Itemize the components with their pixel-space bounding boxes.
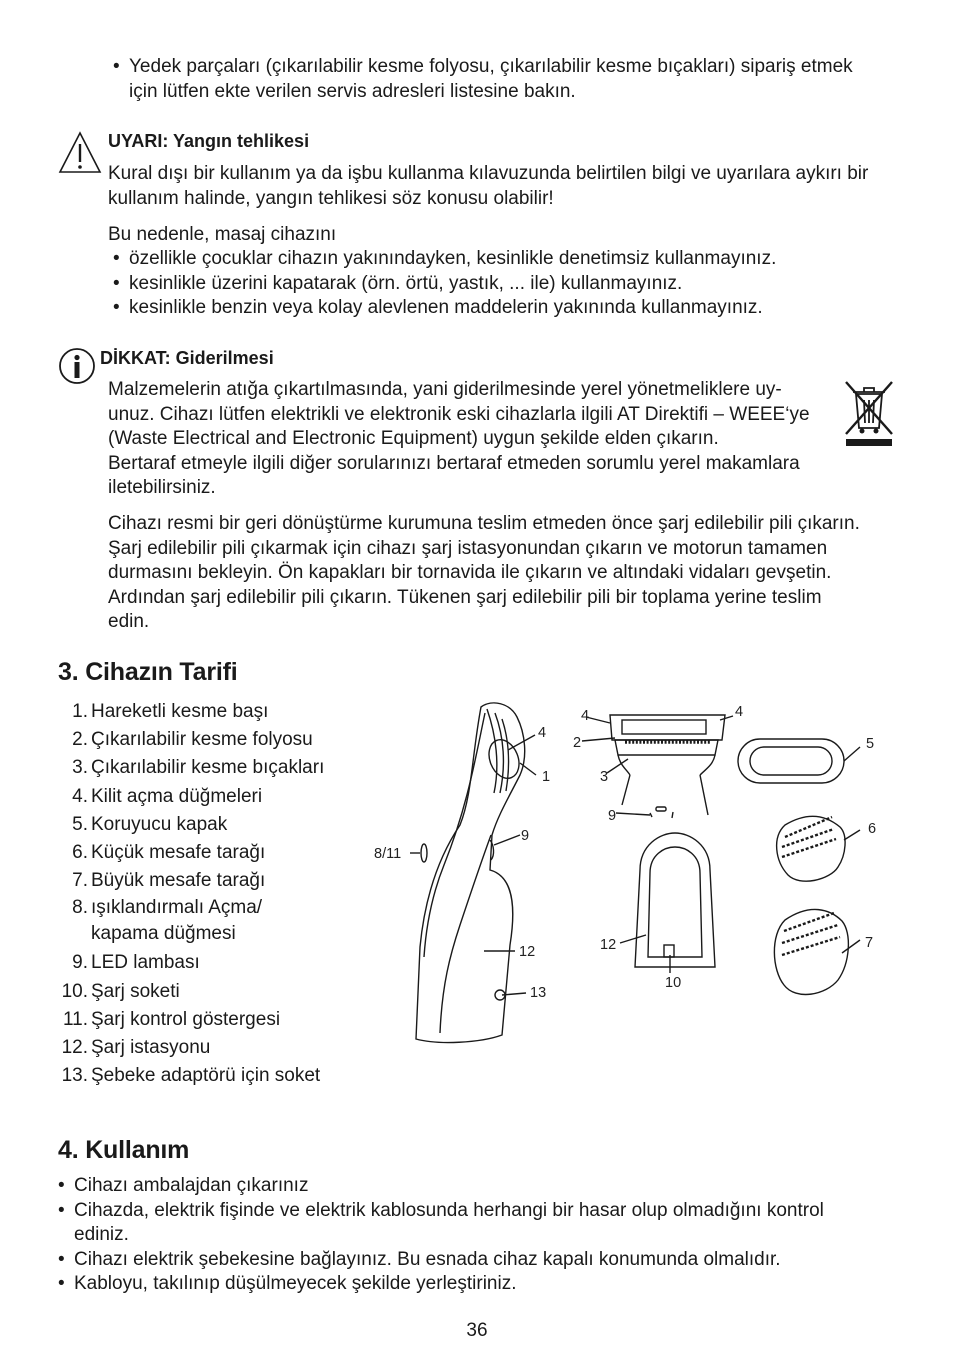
disposal-line-5: iletebilirsiniz. xyxy=(108,477,216,498)
warning-bullet-1: • özellikle çocuklar cihazın yakınındayken, kesinlikle denetimsiz kullanmayınız. xyxy=(113,247,893,272)
callout-12-left: 12 xyxy=(519,944,536,960)
weee-bin-icon xyxy=(842,378,896,448)
usage-bullet-1 xyxy=(58,1174,888,1199)
callout-12-right: 12 xyxy=(600,937,617,953)
section-3-heading: 3. Cihazın Tarifi xyxy=(58,658,238,686)
section-4-heading: 4. Kullanım xyxy=(58,1136,190,1164)
callout-1: 1 xyxy=(542,769,551,785)
disposal-line-1: Malzemelerin atığa çıkartılmasında, yani giderilmesinde yerel yönetmeliklere uy- xyxy=(108,379,782,400)
part-item-13: 13. Şebeke adaptörü için soket xyxy=(61,1065,321,1087)
usage-bullet-1-line-1: • Cihazı ambalajdan çıkarınız xyxy=(74,1175,309,1196)
part-item-12: 12. Şarj istasyonu xyxy=(61,1036,211,1058)
usage-bullet-2 xyxy=(58,1199,888,1248)
part-item-1: 1. Hareketli kesme başı xyxy=(72,701,269,722)
device-diagram xyxy=(360,695,900,1055)
part-item-2: 2. Çıkarılabilir kesme folyosu xyxy=(72,729,313,751)
battery-removal-paragraph xyxy=(108,512,908,635)
callout-9-left: 9 xyxy=(521,828,530,844)
disposal-paragraph xyxy=(108,378,848,501)
battery-line-5: edin. xyxy=(108,611,150,632)
part-item-10: 10. Şarj soketi xyxy=(61,980,180,1002)
battery-line-1: Cihazı resmi bir geri dönüştürme kurumuna teslim etmeden önce şarj edilebilir pili çıkarın. xyxy=(108,513,860,534)
disposal-line-4: Bertaraf etmeyle ilgili diğer sorularınızı bertaraf etmeden sorumlu yerel makamlara xyxy=(108,452,800,474)
part-item-4: 4. Kilit açma düğmeleri xyxy=(72,785,263,807)
spare-parts-line-2: için lütfen ekte verilen servis adresleri listesine bakın. xyxy=(129,80,576,102)
warning-bullet-2: • kesinlikle üzerini kapatarak (örn. örtü, yastık, ... ile) kullanmayınız. xyxy=(113,272,893,297)
battery-line-2: Şarj edilebilir pili çıkarmak için cihazı şarj istasyonundan çıkarın ve motorun tamamen xyxy=(108,537,828,559)
small-comb-figure xyxy=(777,816,845,881)
warning-text xyxy=(108,162,908,211)
callout-10: 10 xyxy=(665,975,682,991)
spare-parts-note xyxy=(113,55,929,104)
large-comb-figure xyxy=(774,909,848,994)
callout-4-left: 4 xyxy=(538,725,547,741)
battery-line-3: durmasını bekleyin. Ön kapakları bir tornavida ile çıkarın ve altındaki vidaları gevşetin. xyxy=(108,562,832,583)
callout-6: 6 xyxy=(868,821,877,837)
charging-station-figure xyxy=(635,833,715,967)
callout-2: 2 xyxy=(573,735,582,751)
trimmer-figure xyxy=(416,703,525,1043)
usage-bullet-4-line-1: • Kabloyu, takılınıp düşülmeyecek şekilde yerleştiriniz. xyxy=(74,1273,517,1294)
battery-line-4: Ardından şarj edilebilir pili çıkarın. Tükenen şarj edilebilir pili bir toplama yerine teslim xyxy=(108,586,822,608)
callout-4-head-left: 4 xyxy=(581,708,590,724)
part-item-6: 6. Küçük mesafe tarağı xyxy=(72,841,266,863)
usage-bullet-4 xyxy=(58,1272,888,1297)
usage-bullet-2-line-1: • Cihazda, elektrik fişinde ve elektrik kablosunda herhangi bir hasar olup olmadığını kontrol xyxy=(74,1199,824,1221)
warning-bullets xyxy=(113,247,893,321)
info-icon xyxy=(58,347,96,385)
callout-3: 3 xyxy=(600,769,609,785)
warning-text-line-2: kullanım halinde, yangın tehlikesi söz konusu olabilir! xyxy=(108,187,554,209)
page-number: 36 xyxy=(466,1320,488,1341)
warning-title: UYARI: Yangın tehlikesi xyxy=(108,131,310,151)
protective-cover-figure xyxy=(738,739,844,783)
callout-7: 7 xyxy=(865,935,874,951)
parts-list xyxy=(58,698,358,1090)
cutting-head-figure xyxy=(610,715,725,818)
usage-bullet-3-line-1: • Cihazı elektrik şebekesine bağlayınız. Bu esnada cihaz kapalı konumunda olmalıdır. xyxy=(74,1248,781,1270)
warning-lead: Bu nedenle, masaj cihazını xyxy=(108,224,337,245)
callout-8-11: 8/11 xyxy=(374,846,402,862)
disposal-line-3: (Waste Electrical and Electronic Equipment) uygun şekilde elden çıkarın. xyxy=(108,428,719,449)
part-item-3: 3. Çıkarılabilir kesme bıçakları xyxy=(72,757,325,779)
warning-bullet-3: • kesinlikle benzin veya kolay alevlenen maddelerin yakınında kullanmayınız. xyxy=(113,296,893,321)
disposal-line-2: unuz. Cihazı lütfen elektrikli ve elektronik eski cihazlarla ilgili AT Direktifi – WEEE‘ye xyxy=(108,403,810,425)
usage-bullet-3 xyxy=(58,1248,888,1273)
spare-parts-line-1: • Yedek parçaları (çıkarılabilir kesme folyosu, çıkarılabilir kesme bıçakları) sipariş etmek xyxy=(129,56,853,77)
notice-title: DİKKAT: Giderilmesi xyxy=(100,348,274,368)
part-item-9: 9. LED lambası xyxy=(72,952,200,974)
warning-text-line-1: Kural dışı bir kullanım ya da işbu kullanma kılavuzunda belirtilen bilgi ve uyarılara aykırı bir xyxy=(108,163,869,184)
usage-bullets xyxy=(58,1174,888,1297)
part-item-7: 7. Büyük mesafe tarağı xyxy=(72,870,266,892)
callout-13: 13 xyxy=(530,985,547,1001)
callout-5: 5 xyxy=(866,736,875,752)
part-item-8: 8. ışıklandırmalı Açma/ kapama düğmesi xyxy=(72,897,263,945)
callout-9-right: 9 xyxy=(608,808,617,824)
usage-bullet-2-line-2: ediniz. xyxy=(74,1224,129,1245)
warning-triangle-icon xyxy=(58,131,102,175)
part-item-5: 5. Koruyucu kapak xyxy=(72,813,228,835)
part-item-11: 11. Şarj kontrol göstergesi xyxy=(62,1008,281,1030)
callout-4-head-right: 4 xyxy=(735,704,744,720)
